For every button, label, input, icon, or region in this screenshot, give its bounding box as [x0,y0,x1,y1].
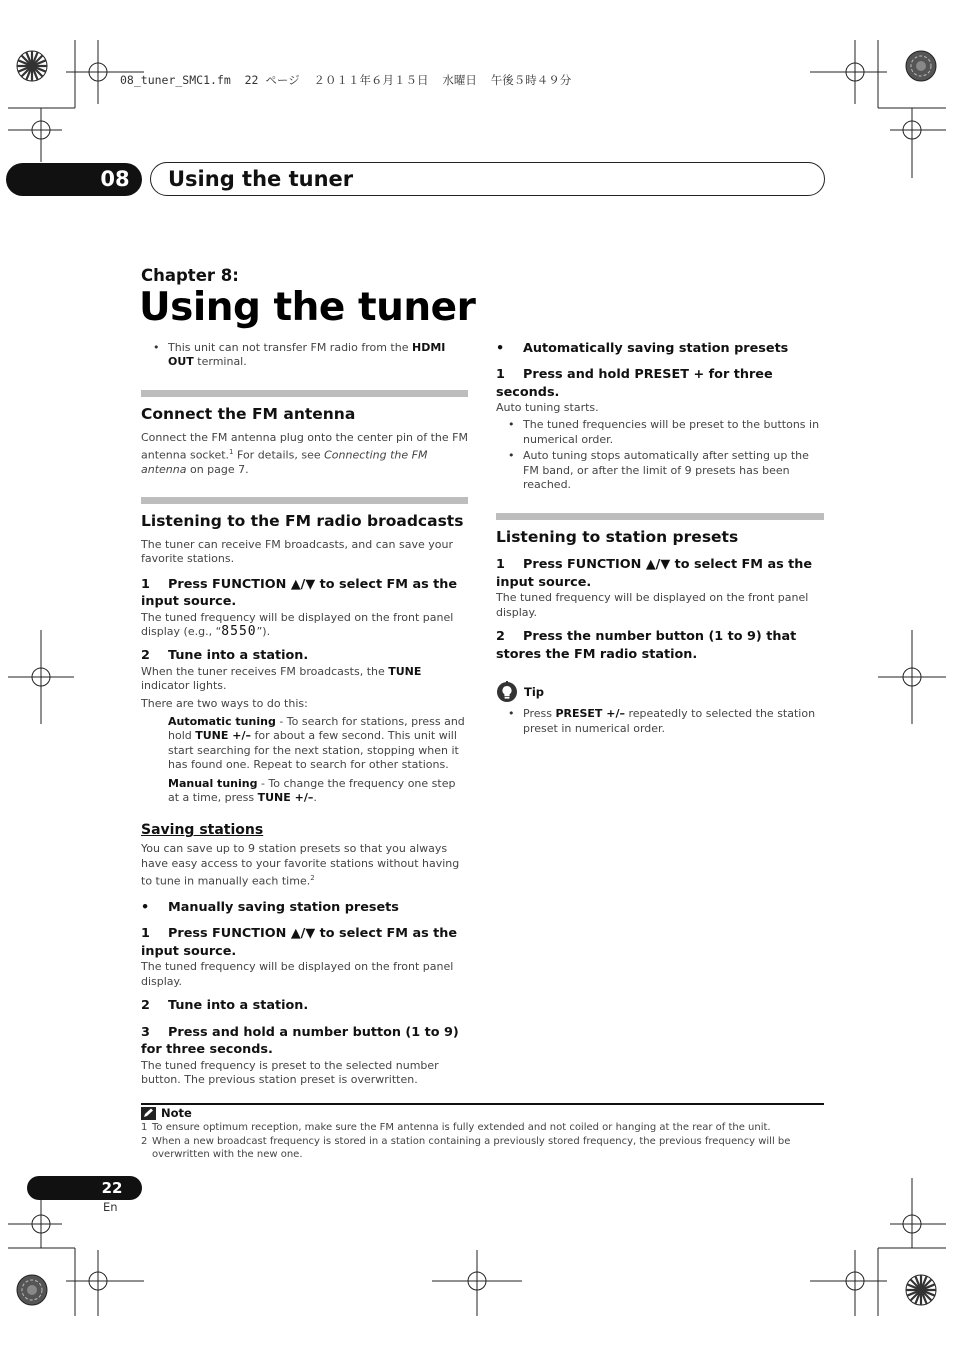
step-heading: 2 Press the number button (1 to 9) that stores the FM radio station. [496,629,797,662]
note-label: Note [161,1106,192,1120]
step-heading: 3 Press and hold a number button (1 to 9) for three seconds. [141,1024,459,1058]
chapter-number: 08 [100,167,130,191]
footnotes [141,1121,824,1162]
step-heading: 1 Press and hold PRESET + for three seconds. [496,367,773,400]
paragraph: The tuned frequency will be displayed on the front panel display. [496,591,809,619]
note-header [141,1106,192,1120]
bullet-heading: • Automatically saving station presets [496,340,824,357]
subsection-title: Saving stations [141,822,264,839]
color-wheel-icon [906,1275,936,1305]
tip-label: Tip [524,685,545,700]
paragraph: You can save up to 9 station presets so that you always have easy access to your favorite stations without having to tune in manually each time.$^2$ [141,842,460,888]
paragraph: Manual tuning - To change the frequency one step at a time, press TUNE +/–. [168,776,456,805]
list-item: • The tuned frequencies will be preset to the buttons in numerical order. [496,418,824,447]
file-header: 08_tuner_SMC1.fm 22 ページ ２０１１年６月１５日 水曜日 午後５時４９分 [120,73,572,87]
lcd-display-value: 8550 [221,623,257,639]
paragraph: The tuned frequency will be displayed on the front panel display. [141,960,454,988]
list-item: • This unit can not transfer FM radio from the HDMI OUT terminal. [141,341,468,370]
list-item: • Press PRESET +/– repeatedly to selected the station preset in numerical order. [496,707,824,736]
color-wheel-icon [906,51,936,81]
lightbulb-icon [496,681,518,703]
registration-target-icon [66,1250,144,1316]
registration-target-icon [810,1250,887,1316]
color-wheel-icon [17,51,47,81]
paragraph: Auto tuning starts. [496,401,599,414]
paragraph: When the tuner receives FM broadcasts, the TUNE indicator lights. [141,664,422,693]
section-title: Connect the FM antenna [141,404,356,423]
step-heading: 2 Tune into a station. [141,998,309,1014]
paragraph: Automatic tuning - To search for stations, press and hold TUNE +/– for about a few second. This unit will start searching for the next station, stopping when it has found one. Repeat to search for other stations. [168,715,465,772]
chapter-tab-title: Using the tuner [168,167,354,191]
note-divider [141,1103,824,1105]
registration-target-icon [432,1250,522,1316]
step-heading: 1 Press FUNCTION ▲/▼ to select FM as the input source. [141,576,458,609]
paragraph: The tuned frequency is preset to the selected number button. The previous station preset is overwritten. [141,1058,439,1087]
registration-target-icon [8,630,74,724]
color-wheel-icon [17,1275,47,1305]
step-heading: 1 Press FUNCTION ▲/▼ to select FM as the input source. [141,926,458,959]
registration-target-icon [890,108,946,178]
list-item: • Auto tuning stops automatically after setting up the FM band, or after the limit of 9 presets has been reached. [496,449,824,492]
registration-target-icon [890,1178,946,1248]
paragraph: The tuner can receive FM broadcasts, and can save your favorite stations. [141,537,453,566]
registration-target-icon [810,40,887,104]
paragraph: There are two ways to do this: [141,696,308,710]
step-heading: 2 Tune into a station. [141,648,309,664]
section-title: Listening to station presets [496,528,739,547]
footnote: 2 When a new broadcast frequency is stored in a station containing a previously stored frequency, the previous frequency will be overwritten with the new one. [141,1135,791,1160]
bullet-heading: • Manually saving station presets [141,899,468,916]
pencil-note-icon [141,1107,156,1120]
left-column [141,340,468,1087]
section-divider [496,513,824,520]
paragraph: Connect the FM antenna plug onto the center pin of the FM antenna socket.$^1$ For details, see Connecting the FM antenna on page 7. [141,430,468,477]
footnote: 1 To ensure optimum reception, make sure the FM antenna is fully extended and not coiled or hanging at the rear of the unit. [141,1122,771,1133]
section-title: Listening to the FM radio broadcasts [141,511,464,530]
section-divider [141,390,468,397]
tip-header [496,681,824,703]
chapter-label: Chapter 8: [141,266,239,285]
section-divider [141,497,468,504]
step-heading: 1 Press FUNCTION ▲/▼ to select FM as the input source. [496,557,813,590]
page-number: 22 [101,1179,123,1197]
registration-target-icon [8,108,62,162]
page-title: Using the tuner [139,285,476,330]
right-column [496,340,824,738]
page-language: En [103,1200,118,1214]
registration-target-icon [878,630,946,724]
paragraph: The tuned frequency will be displayed on the front panel display (e.g., “8550”). [141,610,454,639]
